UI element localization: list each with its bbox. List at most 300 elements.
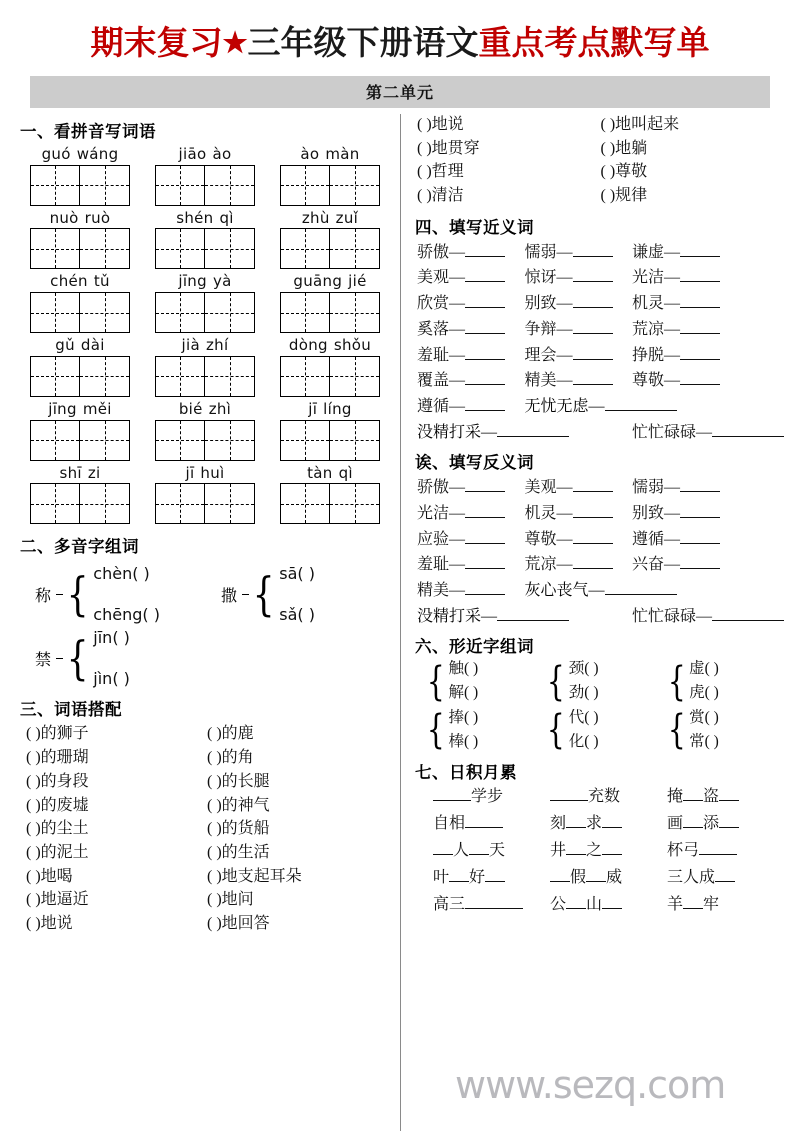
collocation-item[interactable]: ( )哲理 (417, 163, 464, 181)
answer-blank[interactable] (550, 800, 588, 801)
collocation-item[interactable]: ( )地说 (417, 115, 464, 133)
similar-char-item[interactable]: 虎( ) (689, 684, 719, 702)
synonym-item-wide[interactable] (524, 395, 784, 419)
answer-blank[interactable] (573, 517, 613, 518)
pinyin-cell-group (26, 400, 134, 464)
answer-blank[interactable] (433, 854, 453, 855)
pinyin-cell-group (26, 464, 134, 528)
tianzige-box[interactable] (280, 483, 380, 524)
pinyin-label: nuò ruò (49, 208, 111, 227)
tianzige-cell[interactable] (80, 420, 130, 461)
answer-blank[interactable] (573, 333, 613, 334)
tianzige-cell[interactable] (155, 483, 205, 524)
pinyin-cell-group (151, 209, 259, 273)
answer-blank[interactable] (465, 307, 505, 308)
answer-blank[interactable] (602, 827, 622, 828)
tianzige-cell[interactable] (330, 292, 380, 333)
polyphone-item[interactable]: jīn( ) (93, 628, 130, 648)
unit-banner: 第二单元 (30, 76, 770, 108)
section-3-heading: 三、词语搭配 (20, 700, 122, 720)
antonym-item[interactable] (632, 553, 784, 577)
polyphone-item[interactable]: sā( ) (279, 564, 315, 584)
idiom-text: 山 (586, 895, 603, 913)
pinyin-cell-group (151, 400, 259, 464)
similar-char-group (423, 659, 543, 704)
synonym-word: 忙忙碌碌— (631, 423, 712, 441)
polyphone-items (279, 564, 315, 624)
antonym-item[interactable] (417, 528, 524, 552)
similar-char-items (689, 659, 719, 704)
synonym-item[interactable] (417, 395, 524, 419)
similar-char-item[interactable]: 解( ) (448, 684, 479, 702)
idiom-text: 学步 (471, 787, 504, 805)
synonym-item[interactable] (417, 292, 524, 316)
section-1-heading: 一、看拼音写词语 (20, 121, 156, 141)
similar-char-item[interactable]: 代( ) (568, 709, 599, 727)
answer-blank[interactable] (602, 854, 622, 855)
idiom-item[interactable] (550, 893, 667, 917)
answer-blank[interactable] (465, 384, 505, 385)
synonym-item[interactable] (524, 369, 632, 393)
tianzige-box[interactable] (30, 228, 130, 269)
antonym-item-wide[interactable] (417, 605, 632, 629)
synonym-word: 无忧无虑— (524, 397, 605, 415)
polyphone-group-sa (202, 564, 388, 624)
tianzige-cell[interactable] (155, 356, 205, 397)
tianzige-box[interactable] (155, 356, 255, 397)
collocation-item[interactable]: ( )的身段 (26, 772, 89, 790)
tianzige-cell[interactable] (330, 420, 380, 461)
similar-char-item[interactable]: 劲( ) (568, 684, 599, 702)
antonym-item[interactable] (632, 502, 784, 526)
answer-blank[interactable] (566, 854, 586, 855)
synonym-word: 精美— (524, 372, 573, 390)
antonym-item[interactable] (524, 502, 632, 526)
polyphone-item[interactable]: jìn( ) (93, 669, 130, 689)
polyphone-char: 称 (34, 587, 51, 605)
idiom-item[interactable] (667, 785, 784, 809)
antonym-word: 忙忙碌碌— (631, 607, 712, 625)
answer-blank[interactable] (680, 333, 720, 334)
synonym-item[interactable] (632, 344, 784, 368)
polyphone-group-cheng (16, 564, 202, 624)
similar-char-grid (415, 659, 784, 753)
similar-char-item[interactable]: 触( ) (448, 660, 479, 678)
tianzige-cell[interactable] (330, 356, 380, 397)
antonym-item[interactable] (417, 579, 524, 603)
answer-blank[interactable] (465, 517, 505, 518)
tianzige-cell[interactable] (155, 165, 205, 206)
synonym-word: 没精打采— (417, 423, 498, 441)
synonym-word: 羞耻— (417, 346, 466, 364)
antonym-item[interactable] (524, 476, 632, 500)
pinyin-row (16, 145, 388, 209)
synonym-word: 美观— (417, 269, 466, 287)
answer-blank[interactable] (719, 800, 739, 801)
tianzige-cell[interactable] (30, 420, 80, 461)
answer-blank[interactable] (573, 281, 613, 282)
tianzige-cell[interactable] (30, 165, 80, 206)
idiom-text: 掩 (667, 787, 684, 805)
antonym-word: 美观— (524, 479, 573, 497)
tianzige-cell[interactable] (80, 292, 130, 333)
collocation-item[interactable]: ( )的尘土 (26, 820, 89, 838)
collocation-item[interactable]: ( )的长腿 (207, 772, 270, 790)
collocation-item[interactable]: ( )的废墟 (26, 796, 89, 814)
pinyin-row (16, 209, 388, 273)
idiom-text: 之 (586, 841, 603, 859)
polyphone-group-empty (202, 628, 388, 688)
answer-blank[interactable] (605, 594, 677, 595)
answer-blank[interactable] (573, 568, 613, 569)
polyphone-item[interactable]: chèn( ) (93, 564, 150, 584)
answer-blank[interactable] (680, 491, 720, 492)
brace-icon: { (426, 658, 445, 705)
collocation-item[interactable]: ( )的角 (207, 749, 254, 767)
answer-blank[interactable] (465, 827, 503, 828)
synonym-item[interactable] (632, 266, 784, 290)
answer-blank[interactable] (680, 281, 720, 282)
tianzige-cell[interactable] (280, 420, 330, 461)
polyphone-item[interactable]: sǎ( ) (279, 605, 315, 625)
page-title (0, 0, 800, 70)
similar-char-item[interactable]: 常( ) (689, 732, 719, 750)
answer-blank[interactable] (683, 827, 703, 828)
tianzige-box[interactable] (280, 165, 380, 206)
tianzige-cell[interactable] (80, 356, 130, 397)
answer-blank[interactable] (602, 908, 622, 909)
similar-char-group (543, 708, 663, 753)
brace-icon: { (252, 567, 275, 622)
synonym-item[interactable] (632, 241, 784, 265)
answer-blank[interactable] (449, 881, 469, 882)
answer-blank[interactable] (465, 256, 505, 257)
antonym-word: 光洁— (417, 504, 466, 522)
answer-blank[interactable] (465, 543, 505, 544)
answer-blank[interactable] (465, 410, 505, 411)
antonym-item[interactable] (417, 476, 524, 500)
answer-blank[interactable] (712, 436, 784, 437)
synonym-word: 骄傲— (417, 243, 466, 261)
pinyin-cell-group (276, 272, 384, 336)
answer-blank[interactable] (573, 307, 613, 308)
similar-char-items (448, 708, 478, 753)
pinyin-label: jīng měi (48, 399, 112, 418)
left-column (16, 114, 400, 1131)
pinyin-cell-group (151, 272, 259, 336)
collocation-list (16, 723, 388, 935)
pinyin-label: dòng shǒu (288, 336, 372, 355)
tianzige-cell[interactable] (30, 292, 80, 333)
antonym-item-wide[interactable] (524, 579, 784, 603)
synonym-item[interactable] (417, 266, 524, 290)
answer-blank[interactable] (573, 491, 613, 492)
similar-char-group (543, 659, 663, 704)
synonym-word: 遵循— (417, 397, 466, 415)
idiom-item[interactable] (667, 812, 784, 836)
pinyin-cell-group (26, 336, 134, 400)
pinyin-cell-group (276, 400, 384, 464)
tianzige-cell[interactable] (205, 483, 255, 524)
collocation-item[interactable]: ( )地支起耳朵 (207, 867, 302, 885)
collocation-item[interactable]: ( )地叫起来 (600, 115, 680, 133)
idiom-text: 人 (453, 841, 470, 859)
tianzige-box[interactable] (280, 292, 380, 333)
answer-blank[interactable] (680, 359, 720, 360)
antonym-item[interactable] (632, 528, 784, 552)
idiom-item[interactable] (550, 785, 667, 809)
collocation-item[interactable]: ( )地躺 (600, 139, 648, 157)
tianzige-box[interactable] (30, 292, 130, 333)
tianzige-box[interactable] (30, 165, 130, 206)
brace-icon: { (66, 631, 89, 686)
antonym-item[interactable] (417, 553, 524, 577)
similar-char-items (689, 708, 719, 753)
tianzige-box[interactable] (30, 483, 130, 524)
pinyin-label: shén qì (176, 208, 234, 227)
polyphone-char: 撒 (220, 587, 237, 605)
synonym-item[interactable] (632, 292, 784, 316)
tianzige-cell[interactable] (205, 356, 255, 397)
tianzige-cell[interactable] (30, 483, 80, 524)
synonym-item-wide[interactable] (417, 421, 632, 445)
tianzige-cell[interactable] (155, 292, 205, 333)
tianzige-cell[interactable] (330, 165, 380, 206)
tianzige-cell[interactable] (280, 292, 330, 333)
synonym-item[interactable] (417, 369, 524, 393)
answer-blank[interactable] (712, 620, 784, 621)
tianzige-cell[interactable] (155, 228, 205, 269)
brace-icon: { (547, 658, 565, 705)
synonym-word: 光洁— (631, 269, 680, 287)
answer-blank[interactable] (497, 620, 569, 621)
pinyin-row (16, 464, 388, 528)
idiom-item[interactable] (667, 839, 784, 863)
similar-char-items (569, 659, 599, 704)
tianzige-cell[interactable] (280, 228, 330, 269)
polyphone-items (93, 564, 160, 624)
collocation-item[interactable]: ( )的鹿 (207, 725, 254, 743)
antonym-item[interactable] (524, 528, 632, 552)
tianzige-box[interactable] (155, 292, 255, 333)
answer-blank[interactable] (680, 256, 720, 257)
tianzige-cell[interactable] (205, 292, 255, 333)
idiom-text: 杯弓 (667, 841, 700, 859)
synonym-item[interactable] (524, 241, 632, 265)
answer-blank[interactable] (683, 800, 703, 801)
tianzige-cell[interactable] (280, 165, 330, 206)
answer-blank[interactable] (680, 517, 720, 518)
answer-blank[interactable] (550, 881, 570, 882)
tianzige-box[interactable] (155, 483, 255, 524)
tianzige-cell[interactable] (330, 228, 380, 269)
synonym-word: 惊讶— (524, 269, 573, 287)
tianzige-cell[interactable] (280, 356, 330, 397)
antonym-item[interactable] (632, 476, 784, 500)
answer-blank[interactable] (699, 854, 737, 855)
answer-blank[interactable] (465, 491, 505, 492)
similar-char-item[interactable]: 赏( ) (689, 709, 719, 727)
polyphone-item[interactable]: chēng( ) (93, 605, 160, 625)
pinyin-label: tàn qì (307, 463, 353, 482)
collocation-item[interactable]: ( )地回答 (207, 915, 270, 933)
tianzige-cell[interactable] (205, 420, 255, 461)
answer-blank[interactable] (566, 827, 586, 828)
tianzige-cell[interactable] (30, 356, 80, 397)
collocation-item[interactable]: ( )的珊瑚 (26, 749, 89, 767)
idiom-text: 三人成 (667, 868, 716, 886)
idiom-item[interactable] (667, 893, 784, 917)
tianzige-cell[interactable] (80, 228, 130, 269)
tianzige-cell[interactable] (330, 483, 380, 524)
synonym-item[interactable] (632, 369, 784, 393)
answer-blank[interactable] (680, 384, 720, 385)
collocation-item[interactable]: ( )规律 (600, 187, 648, 205)
synonym-word: 别致— (524, 295, 573, 313)
tianzige-box[interactable] (155, 165, 255, 206)
idiom-item[interactable] (433, 839, 550, 863)
synonym-item[interactable] (524, 344, 632, 368)
collocation-item[interactable]: ( )地逼近 (26, 891, 89, 909)
answer-blank[interactable] (465, 568, 505, 569)
collocation-item[interactable]: ( )地喝 (26, 867, 73, 885)
synonym-item[interactable] (632, 318, 784, 342)
answer-blank[interactable] (465, 359, 505, 360)
similar-char-group (423, 708, 543, 753)
pinyin-grid-section (16, 145, 388, 528)
answer-blank[interactable] (605, 410, 677, 411)
collocation-item[interactable]: ( )的生活 (207, 844, 270, 862)
synonym-item[interactable] (524, 292, 632, 316)
answer-blank[interactable] (465, 594, 505, 595)
idiom-item[interactable] (550, 812, 667, 836)
collocation-item[interactable]: ( )清洁 (417, 187, 464, 205)
tianzige-box[interactable] (280, 356, 380, 397)
tianzige-box[interactable] (30, 420, 130, 461)
section-6-heading: 六、形近字组词 (415, 637, 534, 657)
answer-blank[interactable] (680, 307, 720, 308)
synonym-word: 尊敬— (631, 372, 680, 390)
tianzige-box[interactable] (30, 356, 130, 397)
pinyin-cell-group (26, 209, 134, 273)
pinyin-row (16, 400, 388, 464)
answer-blank[interactable] (586, 881, 606, 882)
similar-char-item[interactable]: 化( ) (568, 732, 599, 750)
polyphone-section (16, 560, 388, 692)
tianzige-cell[interactable] (205, 228, 255, 269)
collocation-item[interactable]: ( )地问 (207, 891, 254, 909)
answer-blank[interactable] (465, 333, 505, 334)
answer-blank[interactable] (715, 881, 735, 882)
answer-blank[interactable] (573, 359, 613, 360)
synonym-item[interactable] (524, 318, 632, 342)
title-part-2: 三年级下册语文 (247, 26, 479, 62)
pinyin-label: jiāo ào (178, 144, 232, 163)
similar-char-item[interactable]: 棒( ) (448, 732, 479, 750)
antonym-item[interactable] (417, 502, 524, 526)
pinyin-cell-group (151, 145, 259, 209)
answer-blank[interactable] (683, 908, 703, 909)
idiom-grid (415, 785, 784, 917)
collocation-item[interactable]: ( )地贯穿 (417, 139, 480, 157)
synonym-word: 理会— (524, 346, 573, 364)
idiom-text: 叶 (433, 868, 450, 886)
tianzige-cell[interactable] (80, 165, 130, 206)
collocation-item[interactable]: ( )的泥土 (26, 844, 89, 862)
antonym-item-wide[interactable] (632, 605, 784, 629)
section-7-heading: 七、日积月累 (415, 762, 517, 782)
polyphone-items (93, 628, 130, 688)
answer-blank[interactable] (469, 854, 489, 855)
idiom-item[interactable] (433, 866, 550, 890)
answer-blank[interactable] (485, 881, 505, 882)
tianzige-cell[interactable] (155, 420, 205, 461)
collocation-item[interactable]: ( )的狮子 (26, 725, 89, 743)
answer-blank[interactable] (573, 384, 613, 385)
answer-blank[interactable] (573, 543, 613, 544)
synonym-grid (415, 241, 784, 444)
tianzige-box[interactable] (155, 420, 255, 461)
pinyin-label: gǔ dài (55, 336, 105, 355)
similar-char-item[interactable]: 虚( ) (689, 660, 719, 678)
antonym-word: 没精打采— (417, 607, 498, 625)
answer-blank[interactable] (433, 800, 471, 801)
answer-blank[interactable] (465, 281, 505, 282)
antonym-item[interactable] (524, 553, 632, 577)
collocation-item[interactable]: ( )尊敬 (600, 163, 648, 181)
collocation-item[interactable]: ( )的货船 (207, 820, 270, 838)
answer-blank[interactable] (566, 908, 586, 909)
similar-char-item[interactable]: 捧( ) (448, 709, 479, 727)
tianzige-box[interactable] (280, 228, 380, 269)
answer-blank[interactable] (497, 436, 569, 437)
collocation-item[interactable]: ( )的神气 (207, 796, 270, 814)
idiom-item[interactable] (433, 812, 550, 836)
idiom-item[interactable] (550, 839, 667, 863)
idiom-text: 刻 (550, 814, 567, 832)
idiom-item[interactable] (550, 866, 667, 890)
tianzige-box[interactable] (155, 228, 255, 269)
synonym-item[interactable] (417, 241, 524, 265)
similar-char-item[interactable]: 颈( ) (568, 660, 599, 678)
idiom-item[interactable] (433, 785, 550, 809)
antonym-word: 懦弱— (631, 479, 680, 497)
synonym-item-wide[interactable] (632, 421, 784, 445)
idiom-text: 公 (550, 895, 567, 913)
answer-blank[interactable] (719, 827, 739, 828)
tianzige-box[interactable] (280, 420, 380, 461)
tianzige-cell[interactable] (30, 228, 80, 269)
idiom-item[interactable] (667, 866, 784, 890)
synonym-item[interactable] (417, 344, 524, 368)
tianzige-cell[interactable] (205, 165, 255, 206)
right-column (400, 114, 784, 1131)
answer-blank[interactable] (573, 256, 613, 257)
collocation-item[interactable]: ( )地说 (26, 915, 73, 933)
tianzige-cell[interactable] (280, 483, 330, 524)
answer-blank[interactable] (680, 543, 720, 544)
answer-blank[interactable] (465, 908, 523, 909)
tianzige-cell[interactable] (80, 483, 130, 524)
answer-blank[interactable] (680, 568, 720, 569)
idiom-text: 假 (570, 868, 587, 886)
pinyin-label: chén tǔ (50, 272, 110, 291)
brace-icon: { (547, 707, 565, 754)
pinyin-cell-group (151, 336, 259, 400)
synonym-item[interactable] (524, 266, 632, 290)
idiom-item[interactable] (433, 893, 550, 917)
synonym-item[interactable] (417, 318, 524, 342)
